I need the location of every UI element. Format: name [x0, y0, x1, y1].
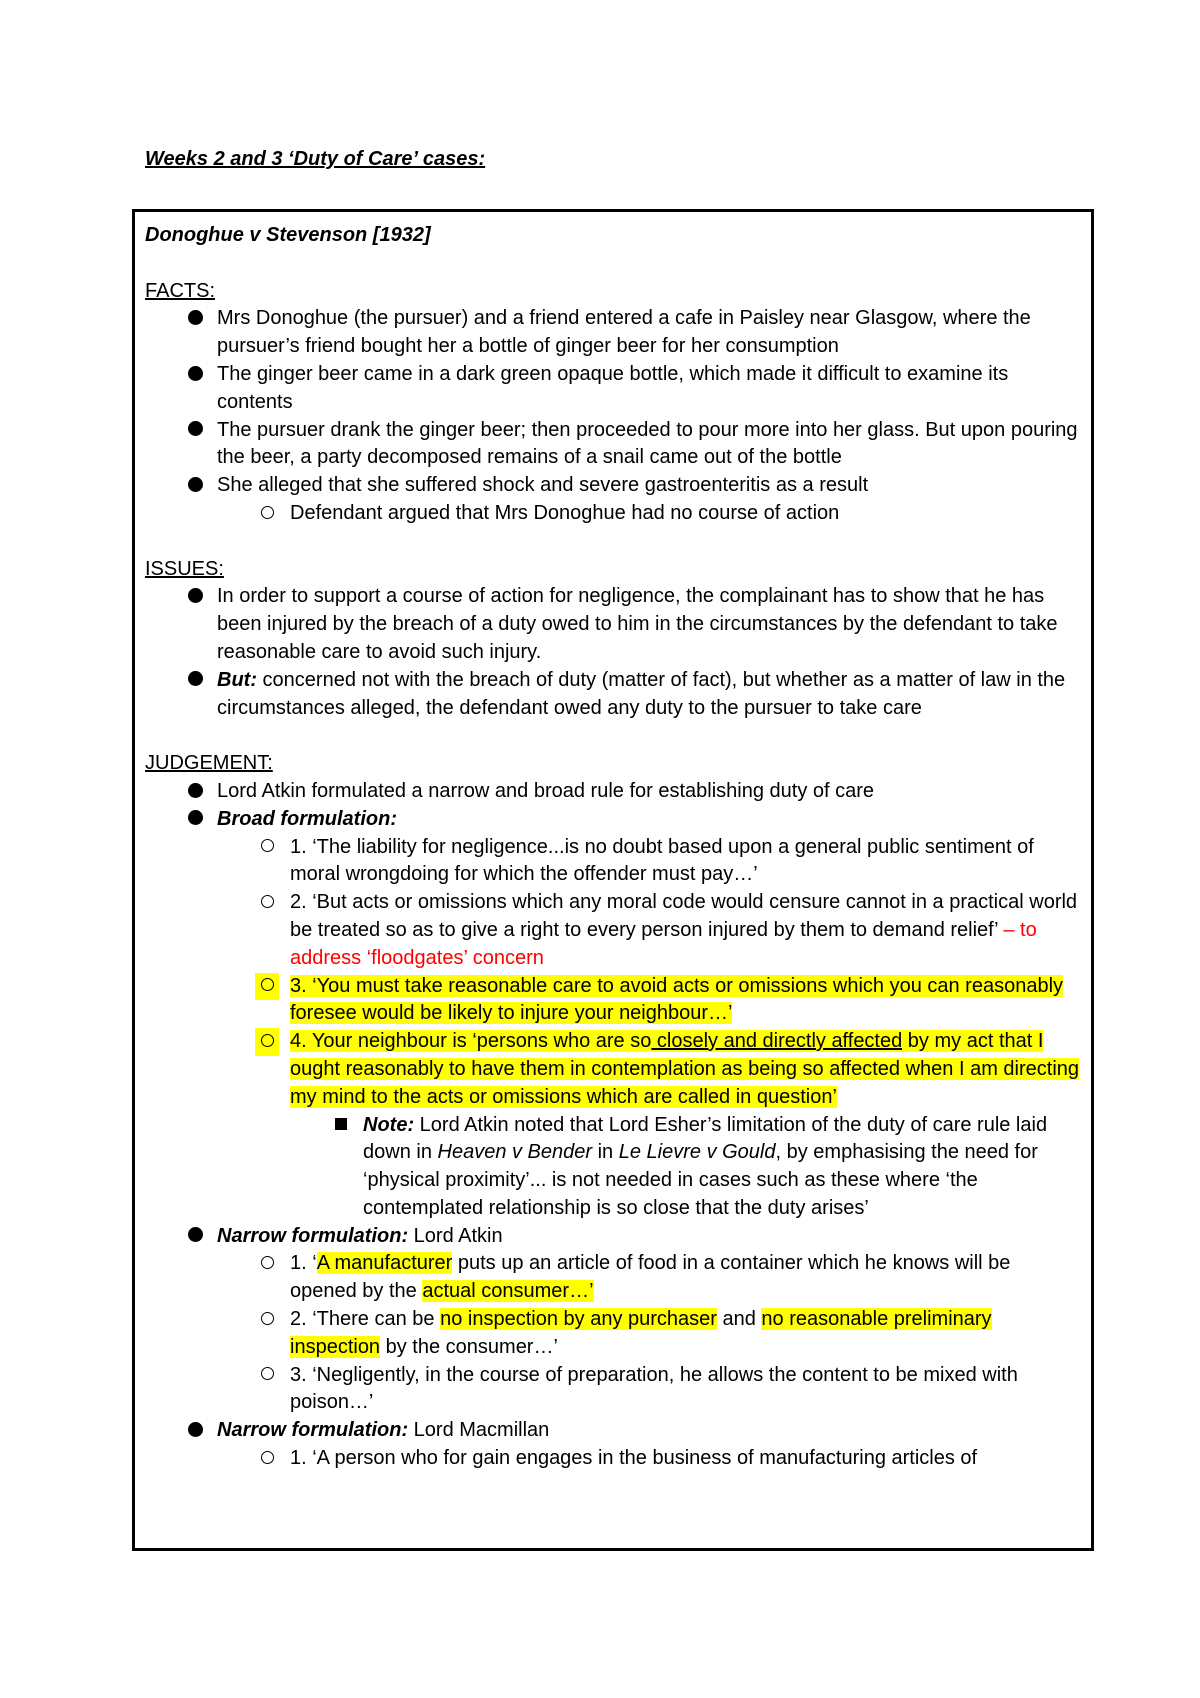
facts-list [145, 305, 1081, 527]
case-box [132, 209, 1094, 1551]
narrow-formulation-label: Narrow formulation: [217, 1224, 409, 1247]
list-subitem: Defendant argued that Mrs Donoghue had no course of action [145, 500, 1081, 528]
circle-bullet-icon [255, 834, 279, 862]
but-label: But: [217, 668, 257, 691]
judgement-heading: JUDGEMENT: [145, 752, 273, 775]
circle-bullet-icon [255, 1250, 279, 1278]
list-item: The ginger beer came in a dark green opaque bottle, which made it difficult to examine its contents [145, 361, 1081, 417]
spacer [145, 250, 1081, 278]
judgement-list [145, 778, 1081, 1473]
broad-formulation-label: Broad formulation: [217, 807, 397, 830]
bullet-icon [183, 583, 207, 611]
list-item: The pursuer drank the ginger beer; then proceeded to pour more into her glass. But upon pouring the beer, a party decomposed remains of a snail came out of the bottle [145, 417, 1081, 473]
square-bullet-icon [329, 1112, 353, 1140]
circle-bullet-icon [255, 1306, 279, 1334]
list-item [145, 806, 1081, 834]
list-subitem: 2. ‘There can be no inspection by any purchaser and no reasonable preliminary inspection by the consumer…’ [145, 1306, 1081, 1362]
highlighted-text: by my act that I ought reasonably to have them in contemplation as being so affected when I am directing my mind to the acts or omissions which are called in question’ [290, 1030, 1080, 1108]
circle-bullet-icon [255, 889, 279, 917]
list-item: Mrs Donoghue (the pursuer) and a friend entered a cafe in Paisley near Glasgow, where the pursuer’s friend bought her a bottle of ginger beer for her consumption [145, 305, 1081, 361]
list-subitem: 1. ‘A person who for gain engages in the business of manufacturing articles of [145, 1445, 1081, 1473]
issues-list [145, 583, 1081, 722]
highlighted-text: 3. ‘You must take reasonable care to avoid acts or omissions which you can reasonably foresee would be likely to injure your neighbour…’ [290, 974, 1064, 1025]
bullet-icon [183, 361, 207, 389]
case-name: Donoghue v Stevenson [1932] [145, 224, 431, 246]
narrow-formulation-label: Narrow formulation: [217, 1419, 409, 1442]
list-item: Narrow formulation: Lord Macmillan [145, 1417, 1081, 1445]
case-reference: Le Lievre v Gould [618, 1141, 776, 1164]
list-item: Narrow formulation: Lord Atkin [145, 1223, 1081, 1251]
document-title: Weeks 2 and 3 ‘Duty of Care’ cases: [145, 148, 486, 170]
list-subitem: 1. ‘The liability for negligence...is no doubt based upon a general public sentiment of moral wrongdoing for which the offender must pay…’ [145, 834, 1081, 890]
list-item: She alleged that she suffered shock and severe gastroenteritis as a result [145, 472, 1081, 500]
bullet-icon [183, 305, 207, 333]
list-subitem [145, 973, 1081, 1029]
case-content [145, 222, 1081, 1473]
bullet-icon [183, 417, 207, 445]
list-subitem [145, 1028, 1081, 1111]
list-item: In order to support a course of action for negligence, the complainant has to show that he has been injured by the breach of a duty owed to him in the circumstances by the defendant to take reasonable care to avoid such injury. [145, 583, 1081, 666]
underlined-text: closely and directly affected [651, 1030, 903, 1053]
bullet-icon [183, 1223, 207, 1251]
facts-heading: FACTS: [145, 279, 216, 302]
list-subitem: 3. ‘Negligently, in the course of preparation, he allows the content to be mixed with poison…’ [145, 1362, 1081, 1418]
case-reference: Heaven v Bender [437, 1141, 593, 1164]
circle-bullet-icon [255, 1445, 279, 1473]
highlighted-text: no reasonable preliminary inspection [290, 1308, 992, 1358]
list-item: But: concerned not with the breach of duty (matter of fact), but whether as a matter of law in the circumstances alleged, the defendant owed any duty to the pursuer to take care [145, 667, 1081, 723]
bullet-icon [183, 472, 207, 500]
highlighted-text: actual consumer…’ [422, 1280, 594, 1303]
list-subitem: 1. ‘A manufacturer puts up an article of food in a container which he knows will be opened by the actual consumer…’ [145, 1250, 1081, 1306]
bullet-icon [183, 1417, 207, 1445]
issues-heading: ISSUES: [145, 557, 224, 580]
note-label: Note: [363, 1113, 415, 1136]
list-subitem: 2. ‘But acts or omissions which any moral code would censure cannot in a practical world be treated so as to give a right to every person injured by them to demand relief’ – to address ‘floodgates’ concern [145, 889, 1081, 972]
list-item: Lord Atkin formulated a narrow and broad rule for establishing duty of care [145, 778, 1081, 806]
highlighted-text: A manufacturer [316, 1252, 453, 1275]
circle-bullet-icon [255, 1362, 279, 1390]
spacer [145, 528, 1081, 556]
circle-bullet-icon [255, 1028, 279, 1056]
floodgates-note: – to address ‘floodgates’ concern [290, 918, 1037, 969]
highlighted-text: 4. Your neighbour is ‘persons who are so [290, 1030, 652, 1053]
circle-bullet-icon [255, 500, 279, 528]
highlighted-text: no inspection by any purchaser [440, 1308, 717, 1331]
spacer [145, 722, 1081, 750]
bullet-icon [183, 806, 207, 834]
bullet-icon [183, 778, 207, 806]
list-subsubitem: Note: Lord Atkin noted that Lord Esher’s limitation of the duty of care rule laid down in Heaven v Bender in Le Lievre v Gould, by emphasising the need for ‘physical proximity’... is not needed in cases such as these where ‘the contemplated relationship is so close that the duty arises’ [145, 1112, 1081, 1223]
circle-bullet-icon [255, 973, 279, 1001]
bullet-icon [183, 667, 207, 695]
